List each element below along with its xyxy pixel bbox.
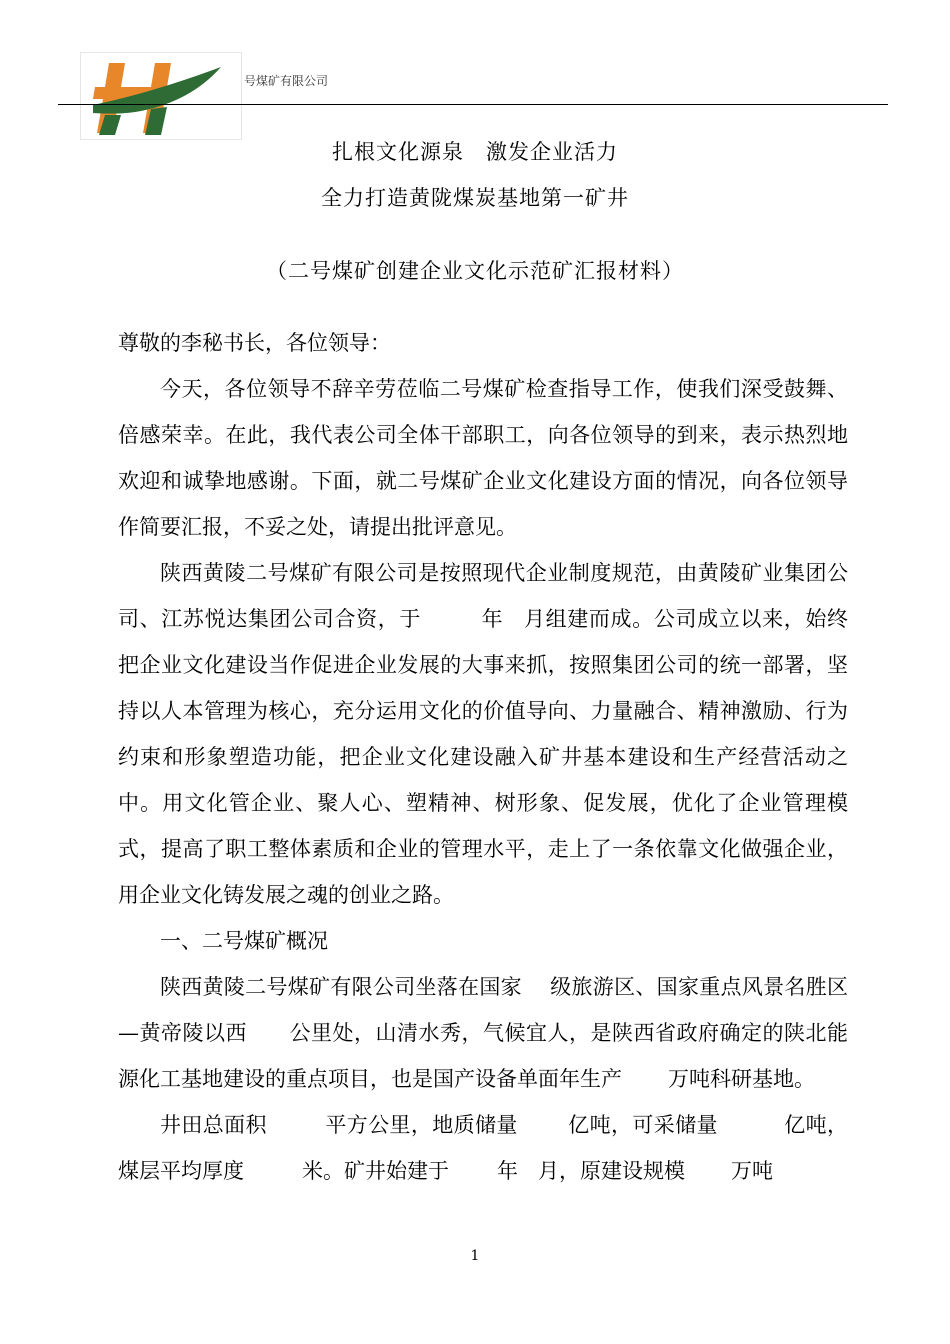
p4-text-f: 年 — [497, 1159, 518, 1183]
body-content — [118, 320, 848, 1194]
company-name-header: 号煤矿有限公司 — [244, 74, 329, 88]
header-divider — [58, 104, 888, 105]
paragraph-location — [118, 964, 848, 1102]
p4-text-g: 月，原建设规模 — [538, 1159, 685, 1183]
p2-text-b: 年 — [481, 607, 504, 631]
p3-text-c: 公里处，山清水秀，气候宜人，是陕西省政府确定的陕北能源化工基地建设的重点项目，也是国产设备单面年生产 — [118, 1021, 848, 1091]
p2-text-a: 陕西黄陵二号煤矿有限公司是按照现代企业制度规范，由黄陵矿业集团公司、江苏悦达集团公司合资，于 — [118, 561, 848, 631]
paragraph-company-intro — [118, 550, 848, 918]
p3-text-a: 陕西黄陵二号煤矿有限公司坐落在国家 — [160, 975, 522, 999]
section-heading-overview: 一、二号煤矿概况 — [160, 929, 328, 953]
paragraph-welcome: 今天，各位领导不辞辛劳莅临二号煤矿检查指导工作，使我们深受鼓舞、倍感荣幸。在此，我代表公司全体干部职工，向各位领导的到来，表示热烈地欢迎和诚挚地感谢。下面，就二号煤矿企业文化建设方面的情况，向各位领导作简要汇报，不妥之处，请提出批评意见。 — [118, 377, 848, 539]
h-logo-icon — [81, 53, 241, 139]
page-number: 1 — [470, 1248, 480, 1264]
salutation: 尊敬的李秘书长，各位领导： — [118, 331, 391, 355]
page-title-line1: 扎根文化源泉 激发企业活力 — [332, 140, 618, 164]
p3-text-d: 万吨科研基地。 — [668, 1067, 815, 1091]
page-subtitle: （二号煤矿创建企业文化示范矿汇报材料） — [266, 259, 684, 283]
p4-text-a: 井田总面积 — [160, 1113, 267, 1137]
p4-text-h: 万吨 — [731, 1159, 773, 1183]
p2-text-c: 月组建而成。公司成立以来，始终把企业文化建设当作促进企业发展的大事来抓，按照集团公司的统一部署，坚持以人本管理为核心，充分运用文化的价值导向、力量融合、精神激励、行为约束和形象塑造功能，把企业文化建设融入矿井基本建设和生产经营活动之中。用文化管企业、聚人心、塑精神、树形象、促发展，优化了企业管理模式，提高了职工整体素质和企业的管理水平，走上了一条依靠文化做强企业，用企业文化铸发展之魂的创业之路。 — [118, 607, 849, 907]
company-logo — [80, 52, 242, 140]
paragraph-mine-field — [118, 1102, 848, 1194]
p4-text-b: 平方公里，地质储量 — [324, 1113, 518, 1137]
p4-text-d: 亿吨，煤层平均厚度 — [118, 1113, 849, 1183]
page-title-line2: 全力打造黄陇煤炭基地第一矿井 — [321, 186, 629, 210]
p4-text-c: 亿吨，可采储量 — [567, 1113, 718, 1137]
p3-text-b: 级旅游区、国家重点风景名胜区—黄帝陵以西 — [118, 975, 849, 1045]
p4-text-e: 米。矿井始建于 — [302, 1159, 449, 1183]
